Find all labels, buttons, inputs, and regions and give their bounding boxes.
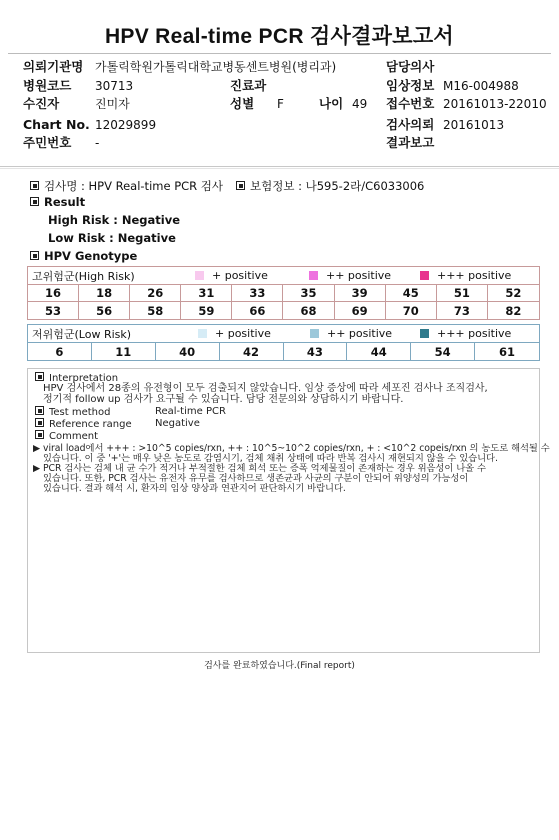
bullet-square-icon: [35, 430, 44, 439]
high-genotype-cell: 82: [505, 303, 522, 318]
genotype-title-text: HPV Genotype: [44, 249, 138, 263]
high-genotype-cell: 68: [283, 302, 334, 319]
low-genotype-cell: 40: [156, 343, 220, 360]
test-method-value: Real-time PCR: [155, 406, 226, 417]
receipt-no-label: 접수번호: [386, 96, 435, 111]
request-date-value: 20161013: [443, 118, 505, 132]
high-genotype-cell: 33: [232, 285, 283, 302]
result-title-text: Result: [44, 195, 86, 209]
legend-plus-plus-plus: [420, 269, 511, 282]
low-genotype-cell: 54: [411, 343, 475, 360]
legend-swatch-plus-plus: [310, 329, 319, 338]
low-risk-result: Low Risk : Negative: [48, 231, 176, 245]
legend-swatch-plus: [195, 271, 204, 280]
comment-box: [27, 368, 550, 653]
request-date-label: 검사의뢰: [386, 117, 435, 132]
chart-no-value: 12029899: [95, 118, 157, 132]
sex-value: F: [277, 97, 284, 111]
high-genotype-cell: 66: [232, 302, 283, 319]
bullet-square-icon: [35, 406, 44, 415]
high-genotype-cell: 51: [437, 285, 488, 302]
high-genotype-cell: 69: [335, 302, 386, 319]
report-label: 결과보고: [386, 135, 435, 150]
bullet-square-icon: [30, 251, 39, 260]
interpretation-title-text: Interpretation: [49, 373, 119, 384]
sex-label: 성별: [230, 96, 255, 111]
comment-title: [35, 430, 98, 442]
patient-label: 수진자: [23, 96, 60, 111]
low-genotype-cell: 6: [28, 343, 92, 360]
legend-text: + positive: [215, 327, 271, 340]
high-genotype-cell: 26: [130, 285, 181, 302]
bullet-square-icon: [35, 372, 44, 381]
low-genotype-cell: 61: [499, 344, 516, 359]
resident-no-label: 주민번호: [23, 135, 72, 150]
high-genotype-cell: 58: [130, 302, 181, 319]
comment-title-text: Comment: [49, 431, 98, 442]
report-title: HPV Real-time PCR 검사결과보고서: [104, 25, 455, 48]
test-name: [30, 179, 223, 193]
high-genotype-cell: 70: [386, 302, 437, 319]
age-value: 49: [352, 97, 368, 111]
legend-plus-plus: [309, 269, 391, 282]
high-genotype-cell: 39: [335, 285, 386, 302]
institution-value: 가톨릭학원가톨릭대학교병동센트병원(병리과): [95, 60, 337, 74]
age-label: 나이: [319, 96, 344, 111]
genotype-title: [30, 249, 137, 263]
low-risk-panel-label: 저위험군(Low Risk): [32, 328, 132, 341]
legend-swatch-plus-plus: [309, 271, 318, 280]
comment-line-2: 있습니다. 이 중 '+'는 매우 낮은 농도로 감염시기, 검체 채취 상태에 따라 반복 검사시 재현되지 않을 수 있습니다.: [43, 453, 498, 464]
legend-plus-plus-plus: [420, 327, 511, 340]
high-genotype-cell: 53: [28, 302, 79, 319]
legend-plus: [195, 269, 268, 282]
institution-label: 의뢰기관명: [23, 59, 84, 74]
low-genotype-cell: 11: [92, 343, 156, 360]
test-name-text: 검사명 : HPV Real-time PCR 검사: [44, 179, 224, 193]
department-label: 진료과: [230, 78, 267, 93]
bullet-square-icon: [30, 181, 39, 190]
high-genotype-cell: 31: [181, 285, 232, 302]
bullet-square-icon: [35, 418, 44, 427]
low-risk-panel: [27, 324, 540, 361]
clinical-info-value: M16-004988: [443, 79, 519, 93]
chart-no-label: Chart No.: [23, 117, 90, 132]
legend-swatch-plus: [198, 329, 207, 338]
legend-plus-plus: [310, 327, 392, 340]
hospital-code-value: 30713: [95, 79, 134, 93]
legend-text: +++ positive: [437, 269, 512, 282]
high-genotype-cell: 56: [79, 302, 130, 319]
clinical-info-label: 임상정보: [386, 78, 435, 93]
low-genotype-cell: 43: [284, 343, 348, 360]
interpretation-line-2: 정기적 follow up 검사가 요구될 수 있습니다. 담당 전문의와 상담하시기 바랍니다.: [43, 394, 404, 405]
hospital-code-label: 병원코드: [23, 78, 72, 93]
low-genotype-cell: 42: [220, 343, 284, 360]
high-risk-panel-header: [28, 267, 539, 285]
legend-plus: [198, 327, 271, 340]
high-genotype-cell: 59: [181, 302, 232, 319]
low-genotype-cell: 44: [347, 343, 411, 360]
section-divider: [0, 166, 559, 167]
legend-text: ++ positive: [326, 269, 392, 282]
legend-swatch-plus-plus-plus: [420, 329, 429, 338]
high-genotype-cell: 16: [28, 285, 79, 302]
comment-line-4: 있습니다. 또한, PCR 검사는 유전자 유무를 검사하므로 생존균과 사균의 구분이 안되어 위양성의 가능성이: [43, 473, 469, 484]
legend-swatch-plus-plus-plus: [420, 271, 429, 280]
reference-range-value: Negative: [155, 418, 200, 429]
insurance-info: [236, 179, 424, 193]
test-method-label: [35, 406, 111, 418]
final-report-note: 검사를 완료하였습니다.(Final report): [204, 661, 355, 671]
interpretation-line-1: HPV 검사에서 28종의 유전형이 모두 검출되지 않았습니다. 임상 증상에 따라 세포진 검사나 조직검사,: [43, 383, 488, 394]
low-risk-panel-header: [28, 325, 539, 343]
insurance-info-text: 보험정보 : 나595-2라/C6033006: [250, 179, 425, 193]
comment-line-1: ▶ viral load에서 +++ : >10^5 copies/rxn, ++ : 10^5~10^2 copies/rxn, + : <10^2 copeis/rxn 의 농도로 해석될 수: [33, 443, 550, 454]
high-risk-genotype-grid: [28, 285, 539, 319]
patient-value: 진미자: [95, 97, 130, 111]
header-divider: [8, 53, 551, 54]
resident-no-value: -: [95, 136, 100, 150]
high-genotype-cell: 52: [488, 285, 539, 302]
high-risk-panel-label: 고위험군(High Risk): [32, 270, 135, 283]
high-risk-panel: [27, 266, 540, 320]
reference-range-label-text: Reference range: [49, 419, 132, 430]
high-genotype-cell: 45: [386, 285, 437, 302]
bullet-square-icon: [236, 181, 245, 190]
high-genotype-cell: 35: [283, 285, 334, 302]
comment-line-5: 있습니다. 결과 해석 시, 환자의 임상 양상과 연관지어 판단하시기 바랍니다.: [43, 483, 346, 494]
high-risk-result: High Risk : Negative: [48, 213, 181, 227]
low-risk-genotype-grid: [28, 343, 539, 360]
high-genotype-cell: 73: [437, 302, 488, 319]
receipt-no-value: 20161013-22010: [443, 97, 547, 111]
bullet-square-icon: [30, 197, 39, 206]
legend-text: ++ positive: [327, 327, 393, 340]
result-title: [30, 195, 85, 209]
section-divider-shadow: [0, 168, 559, 169]
high-genotype-cell: 18: [79, 285, 130, 302]
legend-text: + positive: [212, 269, 268, 282]
reference-range-label: [35, 418, 132, 430]
test-method-label-text: Test method: [49, 407, 111, 418]
legend-text: +++ positive: [437, 327, 512, 340]
comment-line-3: ▶ PCR 검사는 검체 내 균 수가 적거나 부적절한 검체 희석 또는 증폭 억제물질이 존재하는 경우 위음성이 나올 수: [33, 463, 486, 474]
doctor-label: 담당의사: [386, 59, 435, 74]
